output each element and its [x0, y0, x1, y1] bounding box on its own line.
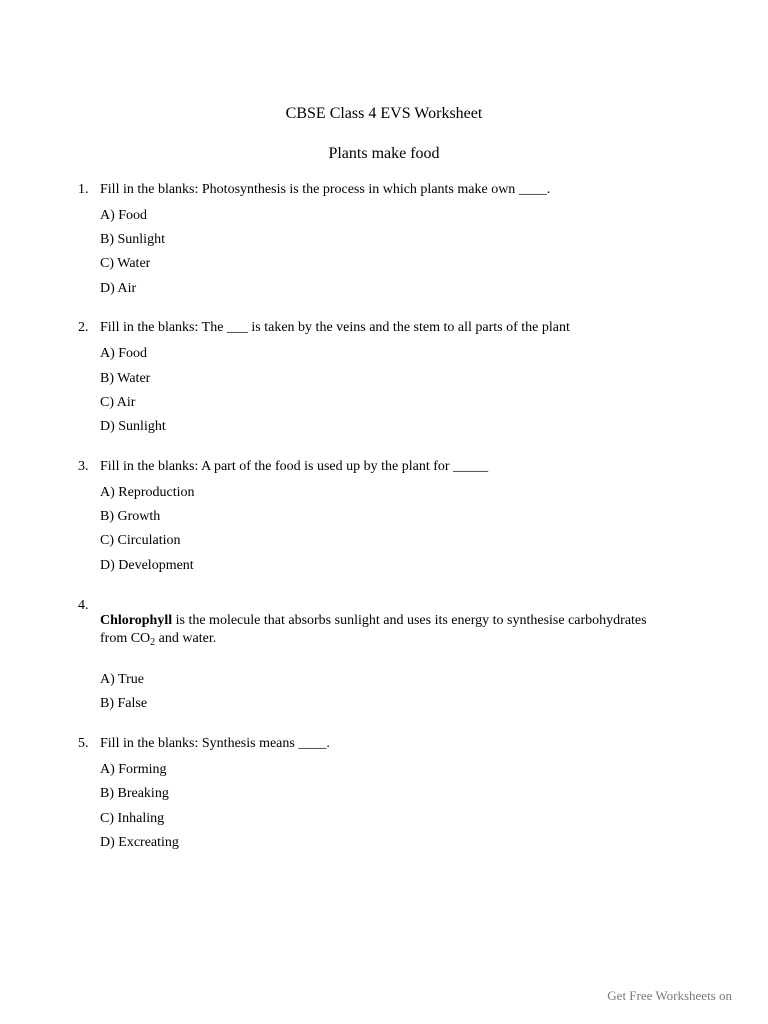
question-text: Fill in the blanks: The ___ is taken by the veins and the stem to all parts of the plant — [100, 320, 570, 335]
question-2-option-c: C) Air — [100, 395, 136, 410]
question-5-option-d: D) Excreating — [100, 835, 179, 850]
question-4-option-b: B) False — [100, 696, 148, 711]
question-text-part1: is the molecule that absorbs sunlight and uses its energy to synthesise carbohydrates from CO — [100, 613, 647, 646]
question-number: 1. — [78, 182, 89, 197]
bold-term: Chlorophyll — [100, 613, 173, 628]
question-3-option-c: C) Circulation — [100, 533, 181, 548]
question-number: 5. — [78, 736, 89, 751]
question-number: 2. — [78, 320, 89, 335]
worksheet-subtitle: Plants make food — [328, 145, 440, 162]
question-text: Fill in the blanks: Synthesis means ____. — [100, 736, 330, 751]
question-3-option-a: A) Reproduction — [100, 485, 195, 500]
question-5-option-a: A) Forming — [100, 762, 167, 777]
question-1 — [78, 181, 550, 199]
question-text-part2: and water. — [155, 631, 217, 646]
footer-link-text[interactable]: Get Free Worksheets on — [607, 988, 732, 1003]
question-3-option-b: B) Growth — [100, 509, 161, 524]
question-4-option-a: A) True — [100, 672, 144, 687]
question-1-option-d: D) Air — [100, 281, 137, 296]
question-5-option-b: B) Breaking — [100, 786, 169, 801]
question-1-option-c: C) Water — [100, 256, 151, 271]
question-2-option-a: A) Food — [100, 346, 148, 361]
question-5 — [78, 735, 330, 753]
worksheet-title: CBSE Class 4 EVS Worksheet — [285, 105, 483, 122]
question-2-option-b: B) Water — [100, 371, 151, 386]
question-5-option-c: C) Inhaling — [100, 811, 165, 826]
question-number: 3. — [78, 459, 89, 474]
question-3-option-d: D) Development — [100, 558, 194, 573]
question-1-option-a: A) Food — [100, 208, 148, 223]
subscript: 2 — [150, 637, 156, 648]
question-3 — [78, 458, 488, 476]
question-2-option-d: D) Sunlight — [100, 419, 166, 434]
question-1-option-b: B) Sunlight — [100, 232, 165, 247]
question-text: Fill in the blanks: A part of the food is used up by the plant for _____ — [100, 459, 489, 474]
question-text: Fill in the blanks: Photosynthesis is the process in which plants make own ____. — [100, 182, 551, 197]
question-4-number: 4. — [78, 598, 89, 613]
question-4-text — [100, 612, 670, 648]
question-2 — [78, 319, 570, 337]
